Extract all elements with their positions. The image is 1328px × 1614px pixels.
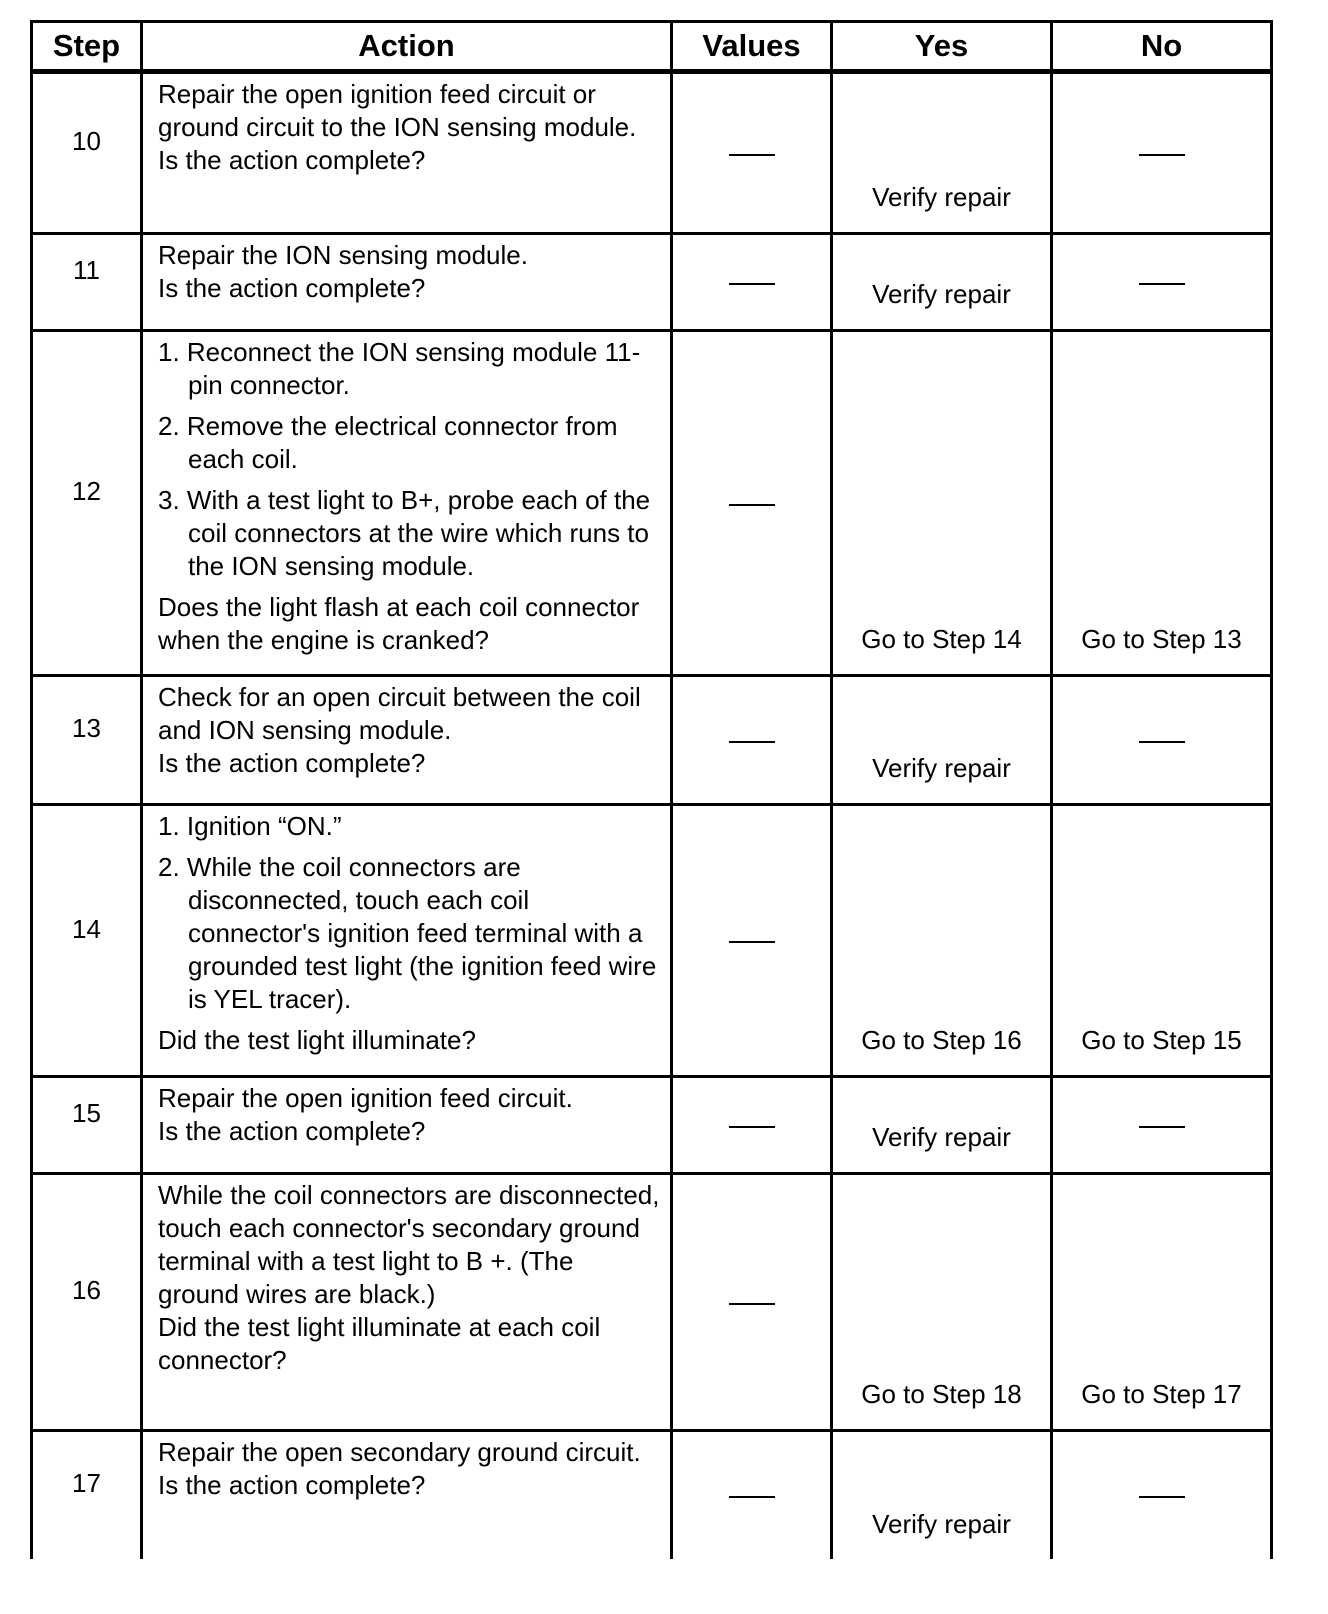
action-question: Is the action complete?: [158, 748, 426, 778]
diagnostic-table: [30, 20, 1273, 1559]
step-number: 12: [32, 331, 142, 676]
action-text: Repair the open secondary ground circuit.: [158, 1437, 641, 1467]
header-values: Values: [672, 22, 832, 72]
yes-cell: Verify repair: [832, 1077, 1052, 1174]
yes-cell: Verify repair: [832, 1431, 1052, 1559]
values-cell: [672, 1077, 832, 1174]
yes-cell: Verify repair: [832, 234, 1052, 331]
action-text: Repair the open ignition feed circuit.: [158, 1083, 573, 1113]
yes-cell: Verify repair: [832, 676, 1052, 805]
action-cell: [142, 805, 672, 1077]
table-row: [32, 676, 1272, 805]
action-cell: [142, 1431, 672, 1559]
action-question: Did the test light illuminate at each coil connector?: [158, 1312, 601, 1375]
no-cell: [1052, 1077, 1272, 1174]
dash-mark: [729, 283, 775, 285]
action-cell: [142, 72, 672, 234]
no-cell: [1052, 676, 1272, 805]
action-question: Did the test light illuminate?: [158, 1025, 476, 1055]
step-number: 15: [32, 1077, 142, 1174]
header-no: No: [1052, 22, 1272, 72]
table-row: [32, 331, 1272, 676]
yes-cell: Go to Step 14: [832, 331, 1052, 676]
table-row: [32, 1077, 1272, 1174]
step-number: 17: [32, 1431, 142, 1559]
step-number: 14: [32, 805, 142, 1077]
action-text: While the coil connectors are disconnected, touch each connector's secondary ground terminal with a test light to B +. (The ground wires are black.): [158, 1180, 660, 1309]
action-cell: [142, 1174, 672, 1431]
dash-mark: [729, 1496, 775, 1498]
dash-mark: [1139, 1126, 1185, 1128]
header-yes: Yes: [832, 22, 1052, 72]
header-action: Action: [142, 22, 672, 72]
numbered-steps: [158, 336, 660, 583]
action-question: Is the action complete?: [158, 145, 426, 175]
header-step: Step: [32, 22, 142, 72]
list-item: 2. While the coil connectors are disconnected, touch each coil connector's ignition feed terminal with a grounded test light (the ignition feed wire is YEL tracer).: [158, 852, 657, 1014]
values-cell: [672, 1431, 832, 1559]
dash-mark: [1139, 1496, 1185, 1498]
step-number: 10: [32, 72, 142, 234]
no-cell: [1052, 1431, 1272, 1559]
dash-mark: [729, 941, 775, 943]
dash-mark: [1139, 741, 1185, 743]
values-cell: [672, 805, 832, 1077]
list-item: 3. With a test light to B+, probe each of the coil connectors at the wire which runs to the ION sensing module.: [158, 485, 651, 581]
values-cell: [672, 331, 832, 676]
dash-mark: [1139, 154, 1185, 156]
action-question: Is the action complete?: [158, 273, 426, 303]
dash-mark: [729, 1126, 775, 1128]
action-text: Check for an open circuit between the coil and ION sensing module.: [158, 682, 641, 745]
action-question: Does the light flash at each coil connector when the engine is cranked?: [158, 592, 640, 655]
list-item: 1. Reconnect the ION sensing module 11-pin connector.: [158, 337, 641, 400]
values-cell: [672, 72, 832, 234]
no-cell: [1052, 72, 1272, 234]
list-item: 1. Ignition “ON.”: [158, 811, 342, 841]
step-number: 11: [32, 234, 142, 331]
diagnostic-table-frame: [30, 20, 1270, 1559]
table-row: [32, 72, 1272, 234]
yes-cell: Go to Step 16: [832, 805, 1052, 1077]
table-header-row: [32, 22, 1272, 72]
dash-mark: [729, 1303, 775, 1305]
step-number: 13: [32, 676, 142, 805]
action-cell: [142, 676, 672, 805]
action-text: Repair the open ignition feed circuit or ground circuit to the ION sensing module.: [158, 79, 637, 142]
action-cell: [142, 1077, 672, 1174]
yes-cell: Go to Step 18: [832, 1174, 1052, 1431]
values-cell: [672, 234, 832, 331]
action-question: Is the action complete?: [158, 1116, 426, 1146]
table-row: [32, 234, 1272, 331]
table-row: [32, 1174, 1272, 1431]
action-text: Repair the ION sensing module.: [158, 240, 528, 270]
dash-mark: [729, 154, 775, 156]
numbered-steps: [158, 810, 660, 1016]
dash-mark: [1139, 283, 1185, 285]
action-cell: [142, 331, 672, 676]
step-number: 16: [32, 1174, 142, 1431]
table-row: [32, 805, 1272, 1077]
yes-cell: Verify repair: [832, 72, 1052, 234]
no-cell: Go to Step 13: [1052, 331, 1272, 676]
values-cell: [672, 676, 832, 805]
dash-mark: [729, 741, 775, 743]
table-row: [32, 1431, 1272, 1559]
no-cell: Go to Step 17: [1052, 1174, 1272, 1431]
no-cell: [1052, 234, 1272, 331]
values-cell: [672, 1174, 832, 1431]
action-question: Is the action complete?: [158, 1470, 426, 1500]
list-item: 2. Remove the electrical connector from each coil.: [158, 411, 618, 474]
no-cell: Go to Step 15: [1052, 805, 1272, 1077]
dash-mark: [729, 504, 775, 506]
action-cell: [142, 234, 672, 331]
